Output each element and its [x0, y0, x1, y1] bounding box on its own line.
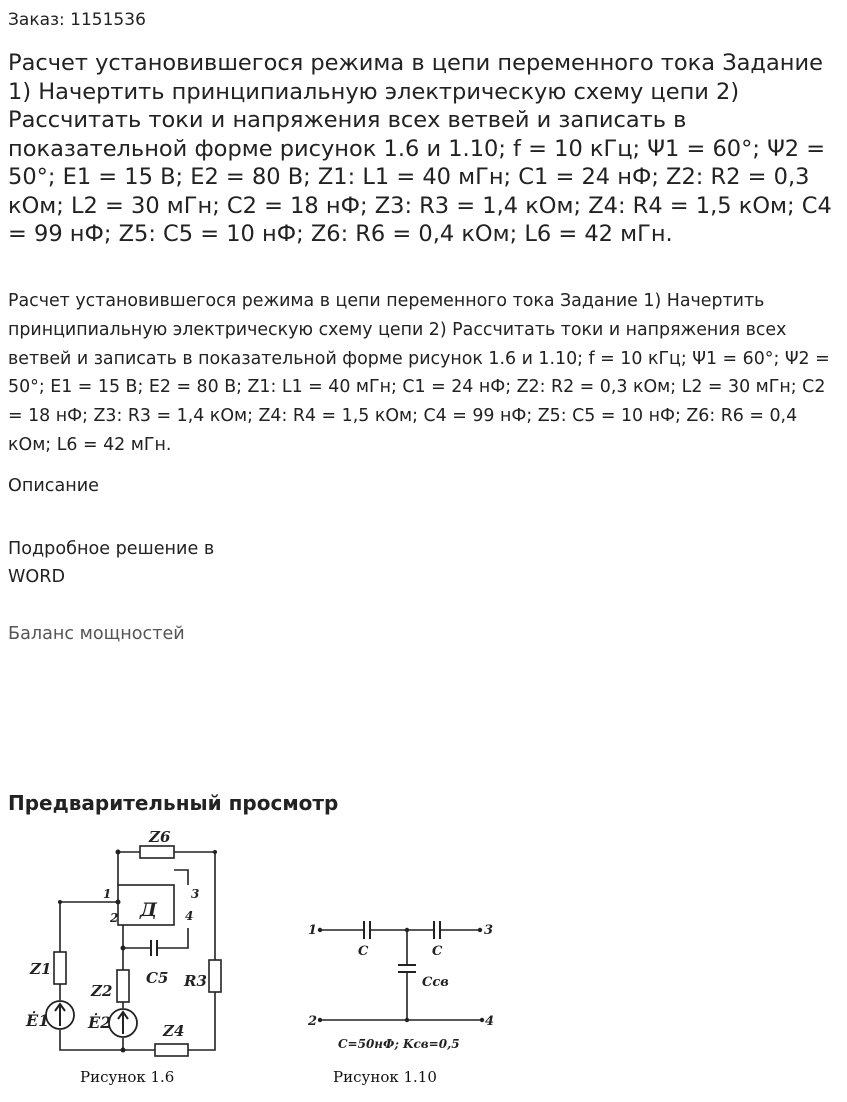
circuit-figure-1-6 [18, 830, 232, 1060]
figure-caption-1-6: Рисунок 1.6 [80, 1068, 175, 1086]
label-node-4: 4 [185, 909, 194, 923]
label-z4: Z4 [163, 1022, 185, 1040]
label-c-right: C [432, 944, 443, 959]
label-node-2: 2 [110, 911, 119, 925]
label-device: Д [140, 899, 157, 921]
label-z6: Z6 [149, 830, 171, 846]
circuit-1-10-wires [320, 930, 482, 1020]
product-description: Расчет установившегося режима в цепи переменного тока Задание 1) Начертить принципиальную электрическую схему цепи 2) Рассчитать токи и напряжения всех ветвей и записать в показательной форме рисунок 1.6 и 1.10; f = 10 кГц; Ψ1 = 60°; Ψ2 = 50°; E1 = 15 В; E2 = 80 В; Z1: L1 = 40 мГн; C1 = 24 нФ; Z2: R2 = 0,3 кОм; L2 = 30 мГн; C2 = 18 нФ; Z3: R3 = 1,4 кОм; Z4: R4 = 1,5 кОм; C4 = 99 нФ; Z5: C5 = 10 нФ; Z6: R6 = 0,4 кОм; L6 = 42 мГн. [8, 291, 830, 455]
label-z2: Z2 [91, 982, 113, 1000]
z4-resistor [155, 1044, 188, 1056]
label-e1: Ė1 [26, 1011, 50, 1030]
e2-source-icon [109, 1009, 137, 1037]
label-e2: Ė2 [88, 1013, 112, 1032]
series-capacitors [364, 921, 440, 972]
label-node-1: 1 [103, 887, 112, 901]
e1-source-icon [46, 1001, 74, 1029]
preview-heading: Предварительный просмотр [8, 791, 339, 815]
label-c-left: C [358, 944, 369, 959]
label-terminal-2: 2 [308, 1014, 318, 1029]
description-label: Описание [8, 476, 100, 496]
label-parameters: C=50нФ; Kсв=0,5 [338, 1037, 460, 1050]
page-title: Расчет установившегося режима в цепи переменного тока Задание 1) Начертить принципиальную электрическую схему цепи 2) Рассчитать токи и напряжения всех ветвей и записать в показательной форме рисунок 1.6 и 1.10; f = 10 кГц; Ψ1 = 60°; Ψ2 = 50°; E1 = 15 В; E2 = 80 В; Z1: L1 = 40 мГн; C1 = 24 нФ; Z2: R2 = 0,3 кОм; L2 = 30 мГн; C2 = 18 нФ; Z3: R3 = 1,4 кОм; Z4: R4 = 1,5 кОм; C4 = 99 нФ; Z5: C5 = 10 нФ; Z6: R6 = 0,4 кОм; L6 = 42 мГн. [8, 50, 832, 247]
c5-capacitor [151, 940, 157, 956]
power-balance-label: Баланс мощностей [8, 624, 185, 644]
figure-caption-1-10: Рисунок 1.10 [333, 1068, 437, 1086]
label-c-coupling: Cсв [422, 975, 449, 990]
label-c5: C5 [146, 969, 169, 987]
circuit-figure-1-10 [300, 910, 500, 1050]
label-r3: R3 [184, 972, 207, 990]
r3-resistor [209, 960, 221, 992]
solution-format-label: Подробное решение в WORD [8, 539, 215, 587]
label-z1: Z1 [30, 960, 52, 978]
z6-resistor [140, 846, 174, 858]
terminal-dots [318, 928, 484, 1022]
label-node-3: 3 [191, 887, 200, 901]
label-terminal-1: 1 [308, 923, 318, 938]
z1-resistor [54, 952, 66, 984]
label-terminal-4: 4 [485, 1014, 495, 1029]
z2-resistor [117, 970, 129, 1002]
order-number: Заказ: 1151536 [8, 10, 146, 30]
label-terminal-3: 3 [484, 923, 494, 938]
